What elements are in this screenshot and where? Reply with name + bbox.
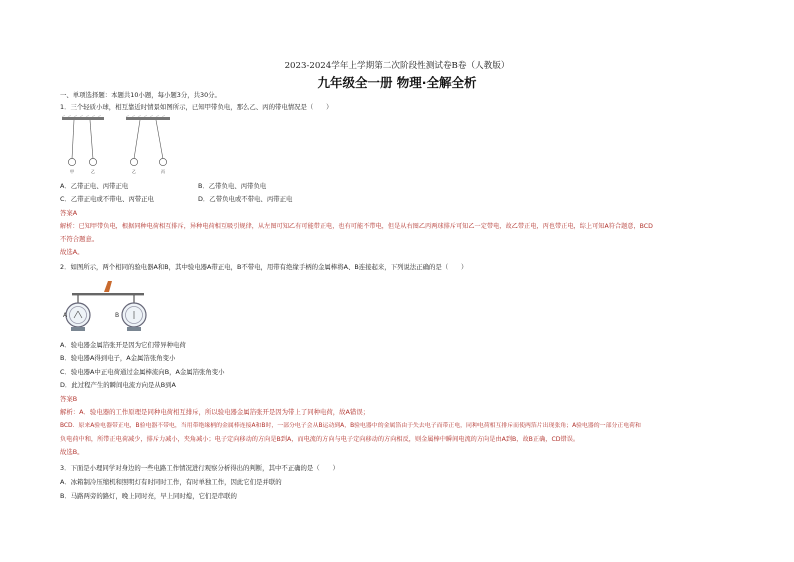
label-yi-right: 乙 (132, 169, 136, 174)
q2-analysis-3: 负电荷中和，所带正电荷减少，排斥力减小，夹角减小；电子定向移动的方向是B到A，而电流的方向与电子定向移动的方向相反，则金属棒中瞬间电流的方向是由A到B，故B正确，CD错误。 (60, 436, 580, 443)
q3-option-b: B．马路两旁的路灯，晚上同时亮，早上同时熄，它们是串联的 (60, 492, 237, 500)
q1-choose: 故选A。 (60, 248, 84, 256)
q1-answer: 答案A (60, 209, 78, 217)
thread (72, 120, 74, 159)
q1-option-a: A．乙带正电、丙带正电 (60, 182, 129, 190)
q1-figure-pendulums (60, 115, 200, 179)
electroscope-a-base (71, 327, 85, 331)
metal-rod (72, 293, 144, 295)
insulating-handle (104, 281, 112, 292)
label-jia: 甲 (70, 169, 74, 174)
label-bing: 丙 (161, 169, 165, 174)
q2-option-c: C．验电器A中正电荷通过金属棒流向B，A金属箔张角变小 (60, 368, 225, 376)
ball-yi-right (130, 158, 137, 165)
q2-choose: 故选B。 (60, 448, 84, 456)
exam-header-subtitle: 九年级全一册 物理·全解全析 (317, 75, 477, 90)
q2-answer: 答案B (60, 395, 78, 403)
section-heading: 一、单项选择题：本题共10小题，每小题3分，共30分。 (60, 91, 221, 99)
q1-analysis-cont: 不符合题意。 (60, 235, 99, 243)
q2-option-a: A．验电器金属箔张开是因为它们带异种电荷 (60, 341, 186, 349)
q1-option-d: D．乙带负电或不带电、丙带正电 (198, 195, 293, 203)
thread (134, 120, 140, 159)
q1-option-c: C．乙带正电或不带电、丙带正电 (60, 195, 154, 203)
label-b: B (115, 312, 120, 319)
q2-figure-electroscopes (60, 278, 160, 336)
support-bar-right (126, 117, 170, 120)
electroscope-b-base (127, 327, 141, 331)
label-yi-left: 乙 (91, 169, 95, 174)
support-bar-left (62, 117, 104, 120)
ball-jia-left (68, 158, 75, 165)
q2-stem: 2．如图所示，两个相同的验电器A和B，其中验电器A带正电，B不带电，用带有绝缘手柄的金属棒将A、B连接起来，下列说法正确的是（ ） (60, 263, 468, 271)
q3-option-a: A．冰箱制冷压缩机和照明灯有时同时工作，有时单独工作，因此它们是并联的 (60, 478, 282, 486)
q2-analysis-2: BCD．原来A验电器带正电，B验电器不带电，当用带绝缘柄的金属棒连接A和B时，一部分电子会从B运动到A，B验电器中的金属箔由于失去电子而带正电，同种电荷相互排斥而使两箔片出现张角；A验电器的一部分正电荷和 (60, 423, 641, 429)
q2-analysis-1: 解析：A．验电器的工作原理是同种电荷相互排斥，所以验电器金属箔张开是因为带上了同种电荷，故A错误； (60, 408, 370, 416)
ball-bing (159, 158, 166, 165)
q1-option-b: B．乙带负电、丙带负电 (198, 182, 267, 190)
exam-header-title: 2023-2024学年上学期第二次阶段性测试卷B卷（人教版） (284, 61, 510, 71)
ball-yi-left (89, 158, 96, 165)
q1-analysis: 解析：已知甲带负电，根据同种电荷相互排斥，异种电荷相互吸引规律，从左图可知乙有可能带正电，也有可能不带电，但是从右图乙丙两球排斥可知乙一定带电，故乙带正电，丙也带正电，综上可知A符合题意，BCD (60, 223, 653, 230)
label-a: A (63, 312, 68, 319)
thread (90, 120, 93, 159)
q2-option-b: B．验电器A得到电子，A金属箔张角变小 (60, 354, 176, 362)
q2-option-d: D．此过程产生的瞬间电流方向是从B到A (60, 381, 176, 389)
thread (156, 120, 163, 159)
q1-stem: 1．三个轻质小球，相互靠近时情景如图所示，已知甲带负电，那么乙、丙的带电情况是（ ） (60, 103, 333, 111)
q3-stem: 3．下面是小理同学对身边的一些电路工作情况进行观察分析得出的判断，其中不正确的是（ ） (60, 464, 339, 472)
